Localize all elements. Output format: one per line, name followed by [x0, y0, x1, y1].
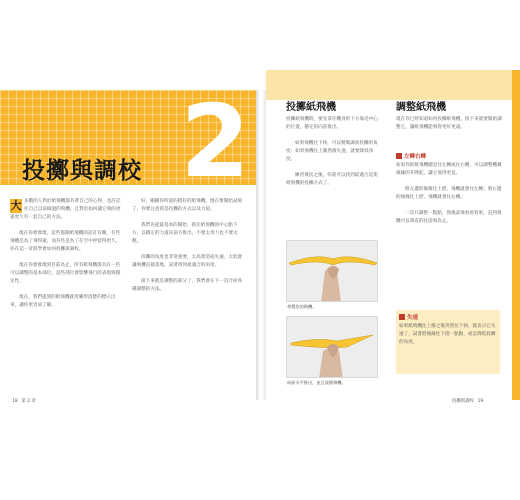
- tip-text: [399, 323, 497, 347]
- paragraph: 如果紙飛機往上衝之後突然往下掉，就表示它失速了，試著將後緣往下摺一點點，或是降低投擲的角度。: [399, 324, 496, 345]
- paragraph: 將左邊的後緣往上摺，飛機就會往左轉；將右邊的後緣往上摺，飛機就會往右轉。: [396, 187, 502, 200]
- paragraph: 接下來就是調整的部分了，我們會在下一頁介紹各種調整的方法。: [132, 279, 243, 292]
- photo-caption: 向前水平推出，並且放開飛機。: [287, 380, 346, 385]
- paragraph: [10, 198, 122, 222]
- paragraph: 現在，我們提到的紙飛機就用圖形清楚的標示出來，讓你更容易了解。: [10, 295, 116, 308]
- paragraph: 現在你會發現到目前為止，所有紙飛機都具有一些可以調整的基本部位，這些部位會影響飛行的表現與穩定性。: [10, 263, 121, 284]
- paragraph: 一次只調整一點點，然後試飛看看效果，直到飛機可以筆直的往前飛為止。: [396, 211, 502, 224]
- paragraph: 投擲紙飛機時，要先拿住機身的下方靠近中心的位置，穩定的向前推出。: [286, 117, 378, 130]
- right-column-1: [286, 116, 382, 238]
- right-column-2-intro: [396, 116, 504, 148]
- book-spine: [256, 90, 266, 400]
- paragraph: 我們先從最基本的開始，抓住紙飛機的中心點下方，以穩定的力道向前方推出，不要太用力也不要太輕。: [132, 223, 238, 244]
- section-title-throw: 投擲紙飛機: [286, 102, 336, 113]
- tip-box: [396, 310, 500, 374]
- subhead-marker-icon: [396, 153, 402, 159]
- section-title-adjust: 調整紙飛機: [396, 102, 446, 113]
- photo-caption: 拿穩你的飛機。: [287, 304, 317, 309]
- running-head: 投擲與調校: [452, 399, 474, 404]
- chapter-title: 投擲與調校: [22, 158, 142, 184]
- paragraph: 如果你的紙飛機總是往左轉或往右轉，可以調整機翼後緣的升降舵，讓它飛得更直。: [396, 163, 502, 176]
- subhead-stall: [399, 313, 497, 321]
- paragraph: 如果飛機往下掉，可以稍微調高投擲的角度；如果飛機往上衝然後失速，就要降低角度。: [286, 141, 378, 162]
- header-band: [266, 70, 512, 100]
- left-page: [0, 83, 256, 400]
- subhead-label: 失速: [407, 315, 419, 321]
- running-head: 第 2 章: [21, 399, 36, 404]
- paragraph: 練習幾次之後，你就可以找到最適合這架紙飛機的投擲方式了。: [286, 173, 378, 186]
- paragraph: 投擲的角度也非常重要，太高會造成失速，太低會讓飛機直接落地，試著找到最適合的角度。: [132, 255, 243, 268]
- right-column-2: [396, 162, 504, 304]
- paragraph: 好，剛剛你所說的摺好的紙飛機，現在要開始試飛了，你要注意的是投擲的方式以及力道。: [132, 199, 243, 212]
- paragraph-text: 多數的人對於紙飛機都有著自己的心得，也許記住自己以前做過的飛機，且對於如何讓它飛的更遠更久有一套自己的方法。: [10, 199, 121, 220]
- page-edge-tab: [512, 70, 520, 400]
- subhead-turn: [396, 152, 426, 160]
- left-column-2: [132, 198, 244, 398]
- left-column-1: [10, 198, 122, 398]
- chapter-number: 2: [180, 83, 250, 200]
- photo-hold-plane: [286, 240, 378, 302]
- photo-throw-plane: [286, 316, 378, 378]
- paragraph: 現在你會發現，這些都跟紙飛機的設計有關，有些飛機是為了飛得遠，而有些是為了在空中停留得更久，你在這一章將學會如何投擲與調校。: [10, 231, 121, 252]
- paragraph: 現在你已經知道如何投擲紙飛機，接下來就要開始調整它，讓紙飛機能飛得更好更遠。: [396, 117, 502, 130]
- subhead-label: 左轉右轉: [404, 154, 427, 160]
- dropcap: 大: [10, 199, 22, 212]
- subhead-marker-icon: [399, 314, 405, 320]
- page-number: 19: [477, 399, 484, 404]
- left-footer: [10, 398, 36, 404]
- page-number: 18: [12, 399, 18, 404]
- right-footer: [452, 398, 485, 404]
